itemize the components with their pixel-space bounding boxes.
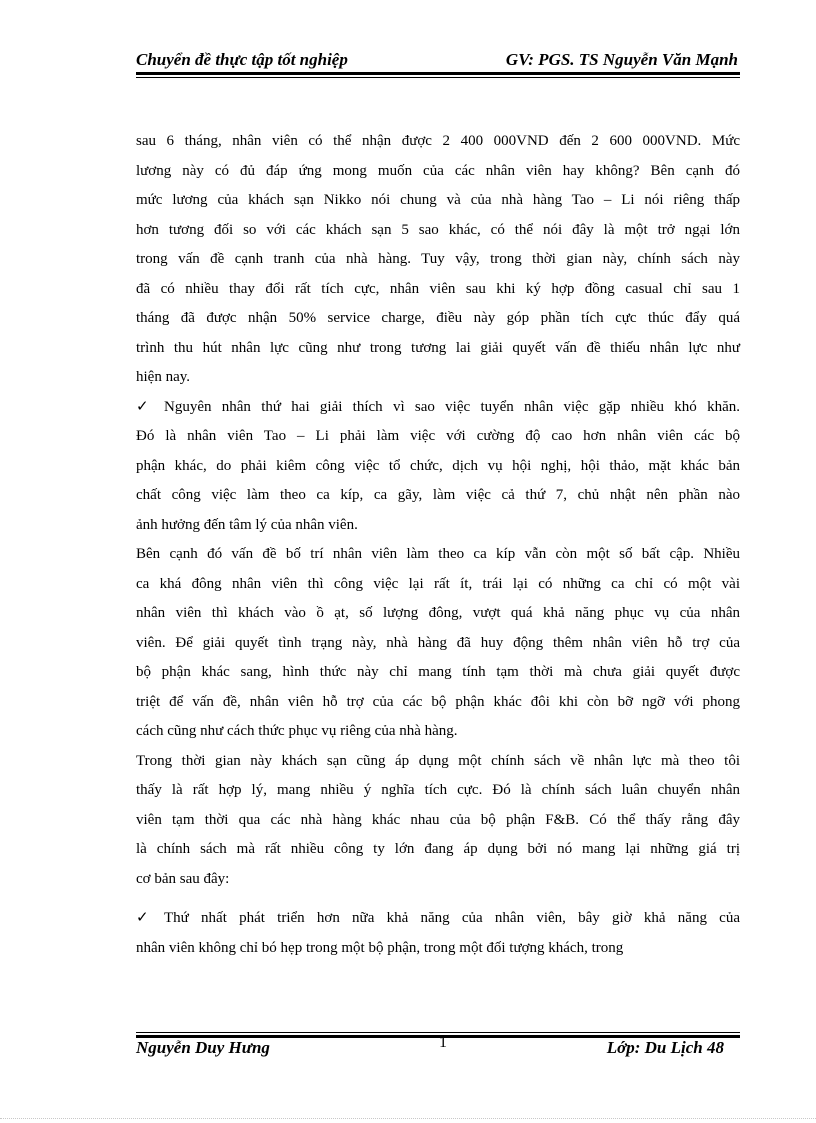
bullet-line: [136, 396, 740, 418]
text-line: mức lương của khách sạn Nikko nói chung và của nhà hàng Tao – Li nói riêng thấp: [136, 192, 740, 208]
text-line: sau 6 tháng, nhân viên có thể nhận được 2 400 000VND đến 2 600 000VND. Mức: [136, 133, 740, 149]
text-line: hiện nay.: [136, 369, 191, 385]
page-number: 1: [439, 1034, 447, 1051]
footer-author: Nguyễn Duy Hưng: [136, 1038, 270, 1057]
page-footer: [136, 1034, 740, 1062]
text-line: viên tạm thời qua các nhà hàng khác nhau của bộ phận F&B. Có thể thấy rằng đây: [136, 811, 740, 828]
bullet-text: Thứ nhất phát triển hơn nữa khả năng của nhân viên, bây giờ khả năng của: [164, 910, 740, 926]
text-line: hơn tương đối so với các khách sạn 5 sao khác, có thể nói đây là một trở ngại lớn: [136, 221, 740, 238]
page-header: [136, 48, 740, 74]
text-line: Đó là nhân viên Tao – Li phải làm việc với cường độ cao hơn nhân viên các bộ: [136, 428, 740, 444]
text-line: lương này có đủ đáp ứng mong muốn của các nhân viên hay không? Bên cạnh đó: [136, 162, 740, 179]
text-line: phận khác, do phải kiêm công việc tổ chức, dịch vụ hội nghị, hội thảo, mặt khác bản: [136, 457, 740, 474]
bullet-line: [136, 907, 740, 929]
page-bottom-border: [0, 1118, 816, 1119]
text-line: đã có nhiều thay đổi rất tích cực, nhân viên sau khi ký hợp đồng casual chỉ sau 1: [136, 280, 740, 297]
text-line: chất công việc làm theo ca kíp, ca gãy, làm việc cả thứ 7, chủ nhật nên phần nào: [136, 487, 740, 503]
text-line: triệt để vấn đề, nhân viên hỗ trợ của các bộ phận khác đôi khi còn bỡ ngỡ với phong: [136, 693, 740, 710]
text-line: Trong thời gian này khách sạn cũng áp dụng một chính sách về nhân lực mà theo tôi: [136, 752, 740, 769]
header-instructor: GV: PGS. TS Nguyễn Văn Mạnh: [505, 50, 738, 69]
text-line: ca khá đông nhân viên thì công việc lại rất ít, trái lại có những ca chỉ có một vài: [136, 575, 740, 592]
text-line: cơ bản sau đây:: [136, 870, 230, 887]
text-line: thấy là rất hợp lý, mang nhiều ý nghĩa tích cực. Đó là chính sách luân chuyển nhân: [136, 782, 740, 798]
text-line: tháng đã được nhận 50% service charge, điều này góp phần tích cực thúc đẩy quá: [136, 310, 740, 326]
text-line: bộ phận khác sang, hình thức này chỉ mang tính tạm thời mà chưa giải quyết được: [136, 664, 740, 680]
text-line: cách cũng như cách thức phục vụ riêng của nhà hàng.: [136, 723, 458, 739]
header-rule: [136, 72, 740, 78]
text-line: Bên cạnh đó vấn đề bố trí nhân viên làm theo ca kíp vẫn còn một số bất cập. Nhiều: [136, 546, 740, 562]
bullet-text: Nguyên nhân thứ hai giải thích vì sao việc tuyển nhân việc gặp nhiều khó khăn.: [164, 398, 740, 415]
text-line: nhân viên thì khách vào ồ ạt, số lượng đông, vượt quá khả năng phục vụ của nhân: [136, 605, 740, 621]
header-title: Chuyển đề thực tập tốt nghiệp: [136, 50, 348, 69]
text-line: viên. Để giải quyết tình trạng này, nhà hàng đã huy động thêm nhân viên hỗ trợ của: [136, 634, 740, 651]
footer-class: Lớp: Du Lịch 48: [606, 1038, 724, 1057]
text-line: là chính sách mà rất nhiều công ty lớn đang áp dụng bởi nó mang lại những giá trị: [136, 841, 740, 857]
check-mark-icon: ✓: [136, 910, 149, 926]
check-mark-icon: ✓: [136, 398, 149, 415]
text-line: ảnh hưởng đến tâm lý của nhân viên.: [136, 516, 358, 533]
text-line: trong vấn đề cạnh tranh của nhà hàng. Tuy vậy, trong thời gian này, chính sách này: [136, 251, 740, 267]
text-line: trình thu hút nhân lực cũng như trong tương lai giải quyết vấn đề thiếu nhân lực như: [136, 339, 740, 356]
text-line: nhân viên không chỉ bó hẹp trong một bộ phận, trong một đối tượng khách, trong: [136, 939, 624, 956]
